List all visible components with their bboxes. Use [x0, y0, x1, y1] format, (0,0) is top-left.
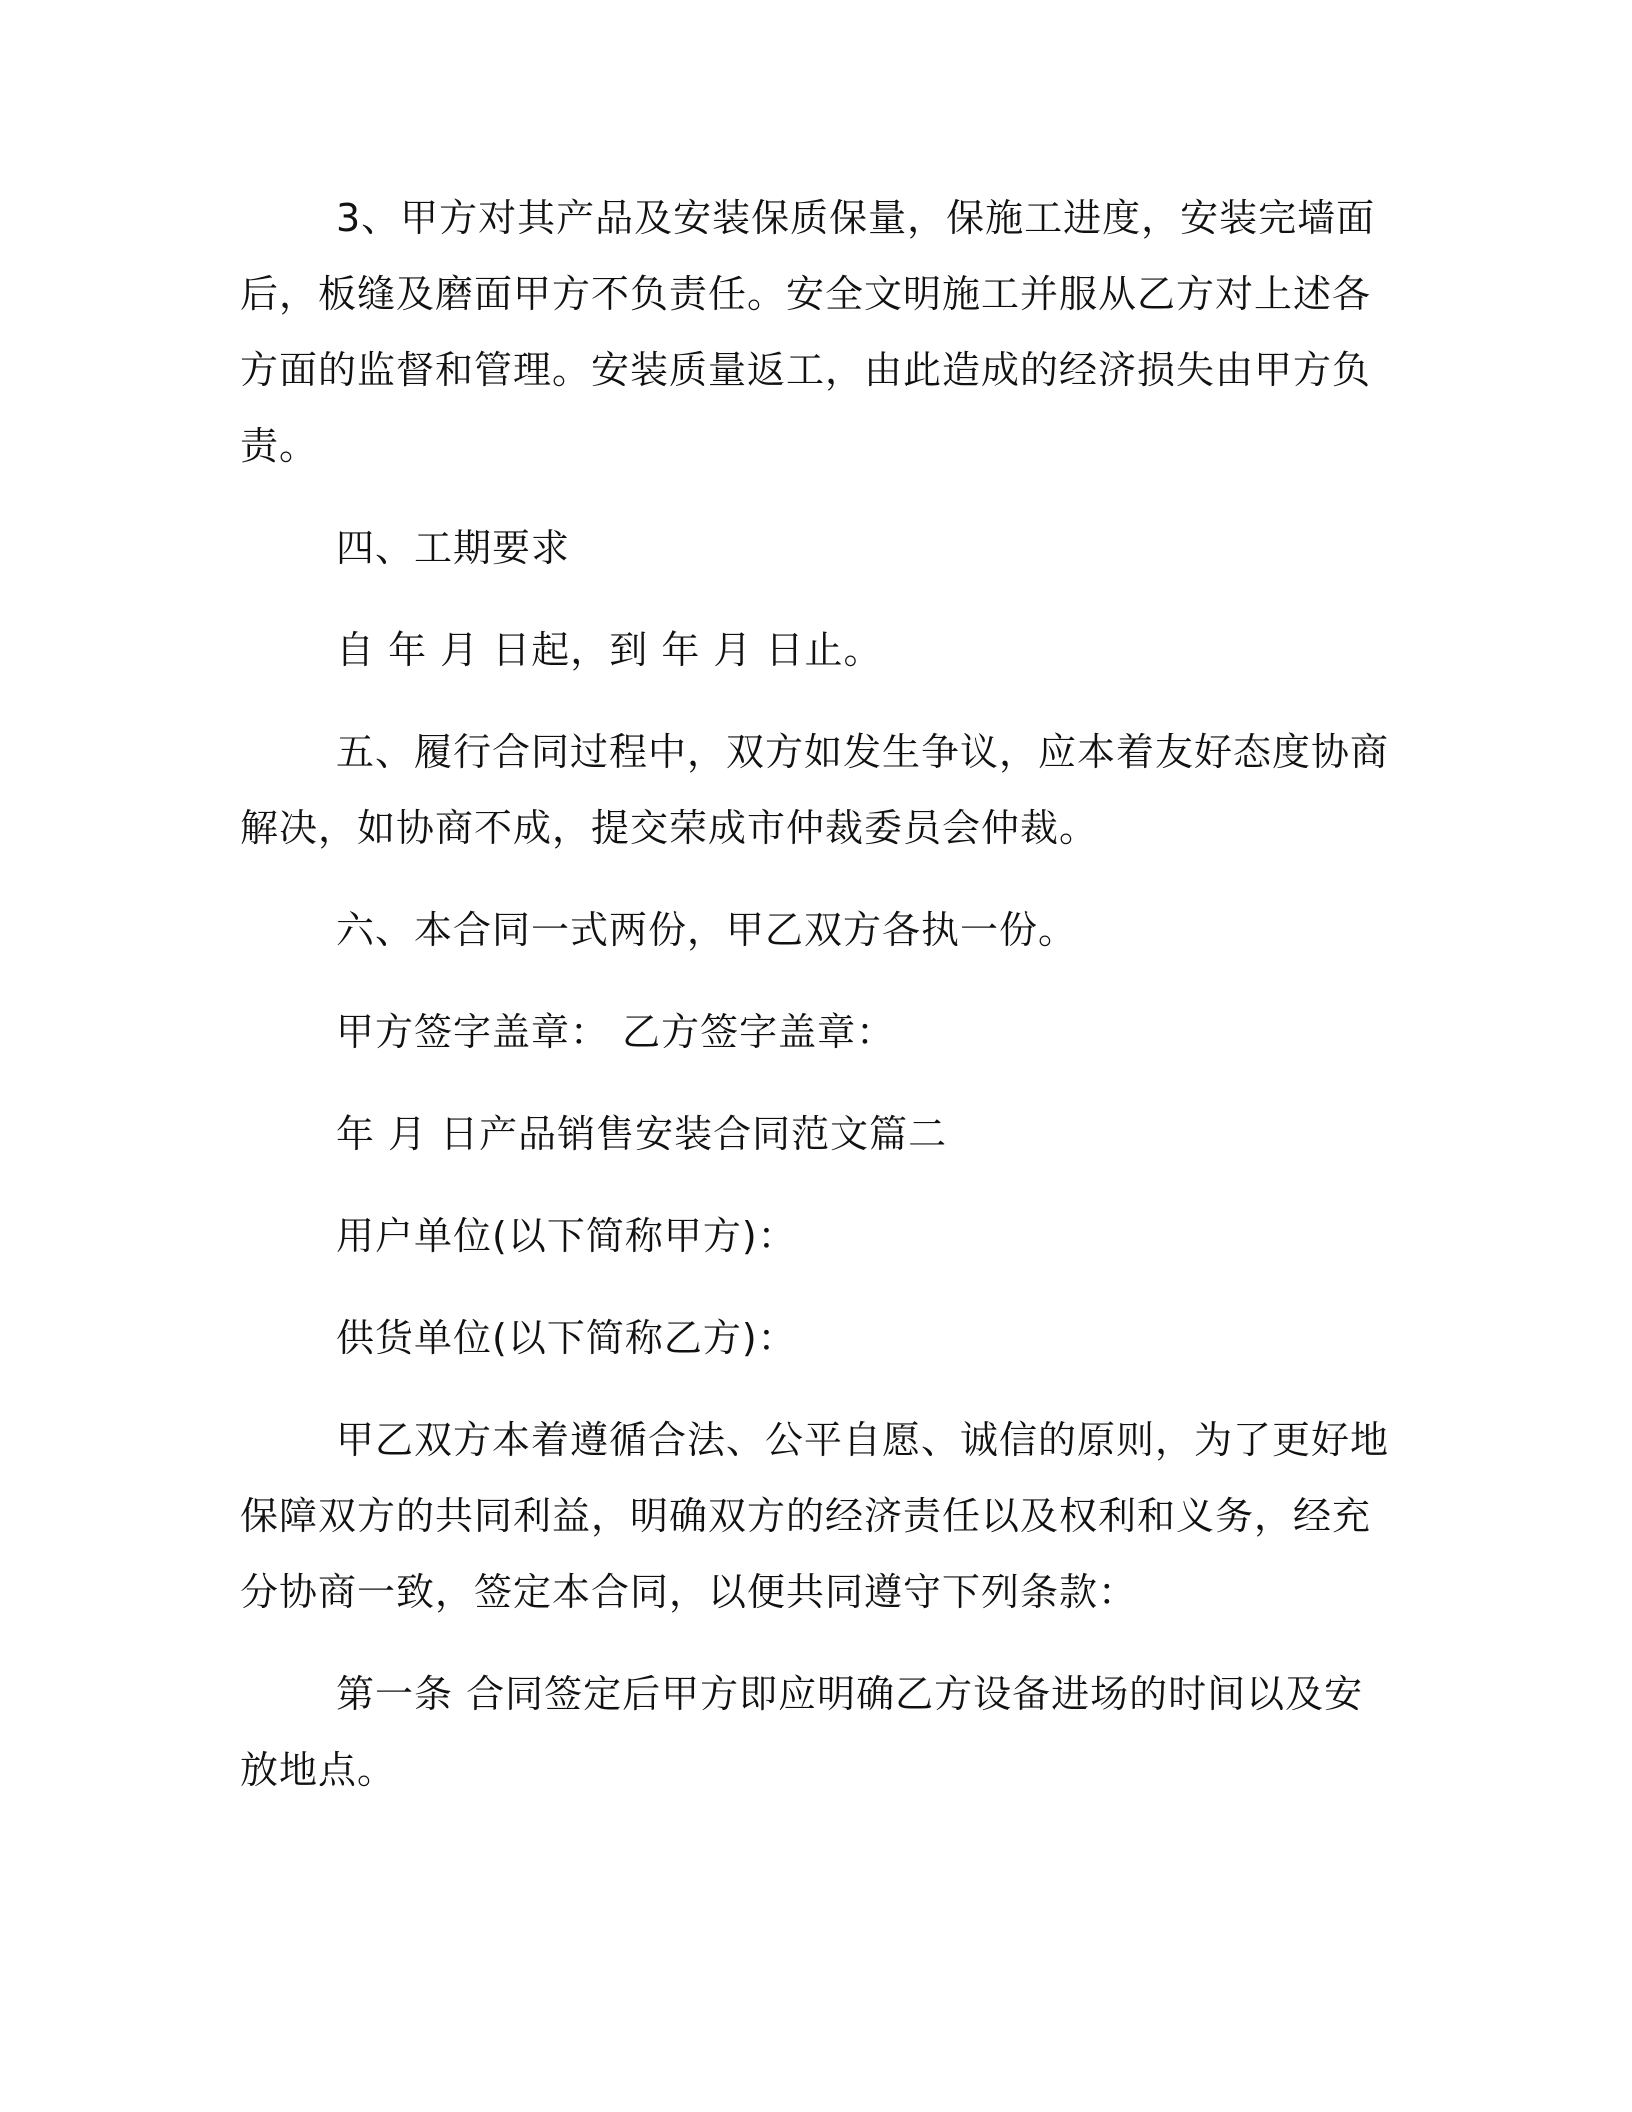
paragraph-party-a: 用户单位(以下简称甲方)：	[336, 1214, 797, 1258]
paragraph-date-and-title: 年 月 日产品销售安装合同范文篇二	[336, 1112, 948, 1156]
paragraph-clause-3: 3、甲方对其产品及安装保质保量，保施工进度，安装完墙面后，板缝及磨面甲方不负责任。安全文明施工并服从乙方对上述各方面的监督和管理。安装质量返工，由此造成的经济损失由甲方负责。	[240, 196, 1376, 468]
paragraph-signatures: 甲方签字盖章： 乙方签字盖章：	[336, 1010, 896, 1054]
heading-construction-period: 四、工期要求	[336, 526, 571, 570]
paragraph-preamble: 甲乙双方本着遵循合法、公平自愿、诚信的原则，为了更好地保障双方的共同利益，明确双方的经济责任以及权利和义务，经充分协商一致，签定本合同，以便共同遵守下列条款：	[240, 1418, 1390, 1614]
paragraph-date-range: 自 年 月 日起，到 年 月 日止。	[336, 628, 883, 672]
paragraph-copies: 六、本合同一式两份，甲乙双方各执一份。	[336, 908, 1078, 952]
document-body	[240, 180, 1390, 1834]
paragraph-article-1: 第一条 合同签定后甲方即应明确乙方设备进场的时间以及安放地点。	[240, 1672, 1364, 1792]
paragraph-party-b: 供货单位(以下简称乙方)：	[336, 1316, 797, 1360]
paragraph-dispute-resolution: 五、履行合同过程中，双方如发生争议，应本着友好态度协商解决，如协商不成，提交荣成市仲裁委员会仲裁。	[240, 730, 1390, 850]
